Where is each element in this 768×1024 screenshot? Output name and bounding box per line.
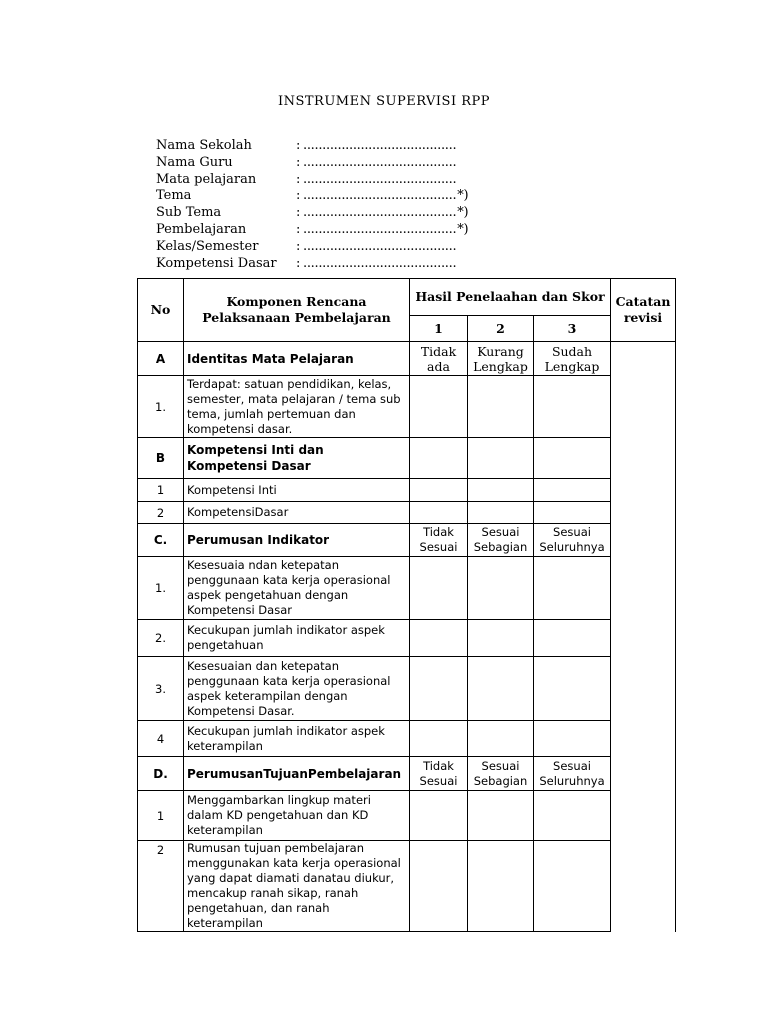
score-cell[interactable] bbox=[534, 620, 611, 657]
score-cell[interactable] bbox=[410, 791, 468, 841]
item-text: KompetensiDasar bbox=[184, 502, 410, 524]
info-row-mata-pelajaran bbox=[156, 172, 576, 189]
score-cell[interactable] bbox=[534, 841, 611, 932]
info-row-nama-guru bbox=[156, 155, 576, 172]
document-title: INSTRUMEN SUPERVISI RPP bbox=[277, 94, 491, 109]
item-no: 1 bbox=[138, 791, 184, 841]
info-label: Tema bbox=[156, 188, 192, 204]
score-cell[interactable] bbox=[534, 479, 611, 502]
info-suffix: *) bbox=[457, 188, 469, 204]
score-cell[interactable] bbox=[410, 438, 468, 479]
info-label: Pembelajaran bbox=[156, 221, 247, 237]
score-cell[interactable] bbox=[534, 791, 611, 841]
section-row-a bbox=[138, 342, 676, 376]
info-row-nama-sekolah bbox=[156, 138, 576, 155]
table-row bbox=[138, 841, 676, 932]
score-cell[interactable] bbox=[410, 479, 468, 502]
score-cell[interactable] bbox=[534, 438, 611, 479]
score-cell[interactable] bbox=[534, 376, 611, 438]
info-blank[interactable]: ........................................ bbox=[303, 154, 457, 170]
score-cell[interactable] bbox=[468, 502, 534, 524]
scale-label: Sesuai Seluruhnya bbox=[534, 524, 611, 557]
item-no: 1 bbox=[138, 479, 184, 502]
section-no: C. bbox=[138, 524, 184, 557]
score-cell[interactable] bbox=[468, 376, 534, 438]
header-no: No bbox=[138, 279, 184, 342]
table-row bbox=[138, 376, 676, 438]
supervision-table bbox=[137, 278, 676, 932]
header-catatan: Catatan revisi bbox=[611, 279, 676, 342]
score-cell[interactable] bbox=[534, 657, 611, 721]
section-no: D. bbox=[138, 757, 184, 791]
info-label: Nama Sekolah bbox=[156, 138, 252, 153]
table-row bbox=[138, 502, 676, 524]
scale-label: Sudah Lengkap bbox=[534, 342, 611, 376]
section-row-b bbox=[138, 438, 676, 479]
info-suffix: *) bbox=[457, 221, 469, 237]
score-cell[interactable] bbox=[468, 721, 534, 757]
info-colon: : bbox=[296, 255, 301, 271]
score-cell[interactable] bbox=[410, 502, 468, 524]
catatan-revisi-cell[interactable] bbox=[611, 342, 676, 932]
section-title: Perumusan Indikator bbox=[184, 524, 410, 557]
table-row bbox=[138, 657, 676, 721]
section-title: Identitas Mata Pelajaran bbox=[184, 342, 410, 376]
item-no: 2. bbox=[138, 620, 184, 657]
info-blank[interactable]: ........................................ bbox=[303, 221, 457, 237]
section-no: B bbox=[138, 438, 184, 479]
item-text: Kesesuaian dan ketepatan penggunaan kata kerja operasional aspek keterampilan dengan Kompetensi Dasar. bbox=[184, 657, 410, 721]
item-no: 1. bbox=[138, 557, 184, 620]
identity-fields bbox=[156, 138, 576, 272]
score-1: 1 bbox=[410, 316, 468, 342]
table-row bbox=[138, 721, 676, 757]
info-label: Mata pelajaran bbox=[156, 171, 257, 187]
score-cell[interactable] bbox=[468, 479, 534, 502]
table-row bbox=[138, 791, 676, 841]
score-cell[interactable] bbox=[410, 557, 468, 620]
item-no: 3. bbox=[138, 657, 184, 721]
info-blank[interactable]: ........................................ bbox=[303, 238, 457, 254]
info-colon: : bbox=[296, 221, 301, 237]
info-label: Nama Guru bbox=[156, 154, 233, 170]
table-row bbox=[138, 557, 676, 620]
score-cell[interactable] bbox=[468, 841, 534, 932]
info-colon: : bbox=[296, 154, 301, 170]
info-label: Kompetensi Dasar bbox=[156, 255, 277, 271]
info-row-pembelajaran bbox=[156, 222, 576, 239]
section-no: A bbox=[138, 342, 184, 376]
item-text: Kompetensi Inti bbox=[184, 479, 410, 502]
score-cell[interactable] bbox=[410, 376, 468, 438]
score-cell[interactable] bbox=[534, 721, 611, 757]
section-title: Kompetensi Inti dan Kompetensi Dasar bbox=[184, 438, 410, 479]
info-colon: : bbox=[296, 138, 301, 153]
scale-label: Sesuai Sebagian bbox=[468, 524, 534, 557]
scale-label: Kurang Lengkap bbox=[468, 342, 534, 376]
score-3: 3 bbox=[534, 316, 611, 342]
item-text: Kecukupan jumlah indikator aspek pengetahuan bbox=[184, 620, 410, 657]
item-no: 1. bbox=[138, 376, 184, 438]
info-blank[interactable]: ........................................ bbox=[303, 188, 457, 204]
scale-label: Tidak Sesuai bbox=[410, 524, 468, 557]
scale-label: Tidak ada bbox=[410, 342, 468, 376]
section-row-c bbox=[138, 524, 676, 557]
info-colon: : bbox=[296, 238, 301, 254]
info-label: Sub Tema bbox=[156, 205, 222, 221]
score-cell[interactable] bbox=[534, 502, 611, 524]
table-row bbox=[138, 620, 676, 657]
info-blank[interactable]: ........................................ bbox=[303, 255, 457, 271]
info-blank[interactable]: ........................................ bbox=[303, 138, 457, 153]
header-komponen: Komponen Rencana Pelaksanaan Pembelajaran bbox=[184, 279, 410, 342]
scale-label: Sesuai Sebagian bbox=[468, 757, 534, 791]
score-cell[interactable] bbox=[410, 721, 468, 757]
info-suffix: *) bbox=[457, 205, 469, 221]
score-cell[interactable] bbox=[410, 841, 468, 932]
info-row-kompetensi-dasar bbox=[156, 256, 576, 273]
table-header-row bbox=[138, 279, 676, 316]
item-no: 4 bbox=[138, 721, 184, 757]
item-text: Rumusan tujuan pembelajaran menggunakan kata kerja operasional yang dapat diamati danatau diukur, mencakup ranah sikap, ranah pengetahuan, dan ranah keterampilan bbox=[184, 841, 410, 932]
score-cell[interactable] bbox=[468, 657, 534, 721]
header-hasil: Hasil Penelaahan dan Skor bbox=[410, 279, 611, 316]
item-text: Kesesuaia ndan ketepatan penggunaan kata kerja operasional aspek pengetahuan dengan Kompetensi Dasar bbox=[184, 557, 410, 620]
info-row-tema bbox=[156, 188, 576, 205]
info-row-sub-tema bbox=[156, 205, 576, 222]
info-blank[interactable]: ........................................ bbox=[303, 205, 457, 221]
score-cell[interactable] bbox=[410, 620, 468, 657]
info-row-kelas-semester bbox=[156, 239, 576, 256]
item-text: Menggambarkan lingkup materi dalam KD pengetahuan dan KD keterampilan bbox=[184, 791, 410, 841]
score-cell[interactable] bbox=[468, 620, 534, 657]
score-cell[interactable] bbox=[410, 657, 468, 721]
table-row bbox=[138, 479, 676, 502]
info-colon: : bbox=[296, 188, 301, 204]
info-colon: : bbox=[296, 171, 301, 187]
info-blank[interactable]: ........................................ bbox=[303, 171, 457, 187]
scale-label: Tidak Sesuai bbox=[410, 757, 468, 791]
item-no: 2 bbox=[138, 502, 184, 524]
section-title: PerumusanTujuanPembelajaran bbox=[184, 757, 410, 791]
scale-label: Sesuai Seluruhnya bbox=[534, 757, 611, 791]
info-colon: : bbox=[296, 205, 301, 221]
score-cell[interactable] bbox=[468, 438, 534, 479]
info-label: Kelas/Semester bbox=[156, 238, 259, 254]
score-cell[interactable] bbox=[468, 557, 534, 620]
score-2: 2 bbox=[468, 316, 534, 342]
item-no: 2 bbox=[138, 841, 184, 932]
section-row-d bbox=[138, 757, 676, 791]
item-text: Kecukupan jumlah indikator aspek keterampilan bbox=[184, 721, 410, 757]
score-cell[interactable] bbox=[468, 791, 534, 841]
item-text: Terdapat: satuan pendidikan, kelas, semester, mata pelajaran / tema sub tema, jumlah pertemuan dan kompetensi dasar. bbox=[184, 376, 410, 438]
supervision-table-container bbox=[137, 278, 675, 930]
score-cell[interactable] bbox=[534, 557, 611, 620]
